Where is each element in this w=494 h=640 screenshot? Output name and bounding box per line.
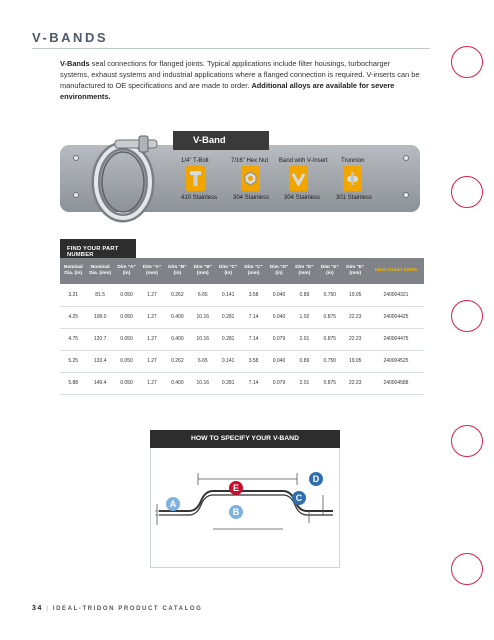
table-cell: 10.16 xyxy=(190,306,215,328)
punch-hole xyxy=(451,176,483,208)
table-header-row xyxy=(60,258,424,284)
column-header: Dim "C" (mm) xyxy=(241,258,266,284)
screw-icon xyxy=(403,192,409,198)
table-cell: 1.27 xyxy=(139,284,164,306)
table-cell: 3.58 xyxy=(241,284,266,306)
table-cell: 0.040 xyxy=(266,306,291,328)
table-cell: 10.16 xyxy=(190,372,215,394)
table-cell: 0.281 xyxy=(215,372,240,394)
table-row xyxy=(60,328,424,350)
part-number-cell: 240004525 xyxy=(368,350,424,372)
table-cell: 5.88 xyxy=(60,372,86,394)
punch-hole xyxy=(451,300,483,332)
v-band-clamp-icon xyxy=(87,134,165,224)
table-cell: 5.25 xyxy=(60,350,86,372)
punch-hole xyxy=(451,553,483,585)
table-cell: 0.875 xyxy=(317,372,342,394)
table-cell: 0.040 xyxy=(266,284,291,306)
table-cell: 1.27 xyxy=(139,328,164,350)
title-divider xyxy=(32,48,430,49)
intro-text: seal connections for flanged joints. Typical applications include filter housings, turbocharger systems, exhaust systems and industrial applications where a flanged connection is required. V-inserts can be manufactured to OE specifications and are made to order. xyxy=(60,59,420,90)
column-header: Dim "A" (mm) xyxy=(139,258,164,284)
table-cell: 7.14 xyxy=(241,328,266,350)
table-cell: 81.5 xyxy=(86,284,113,306)
spec-diagram-title: HOW TO SPECIFY YOUR V-BAND xyxy=(150,430,340,448)
table-cell: 7.14 xyxy=(241,306,266,328)
table-cell: 1.27 xyxy=(139,372,164,394)
intro-paragraph xyxy=(60,58,420,102)
footer-separator: | xyxy=(46,606,50,612)
table-cell: 22.23 xyxy=(343,372,368,394)
dimension-a-label: A xyxy=(166,497,180,511)
table-cell: 19.05 xyxy=(343,284,368,306)
table-cell: 0.875 xyxy=(317,306,342,328)
column-header: Dim "E" (in) xyxy=(317,258,342,284)
table-cell: 120.7 xyxy=(86,328,113,350)
table-cell: 6.65 xyxy=(190,350,215,372)
table-cell: 108.0 xyxy=(86,306,113,328)
table-cell: 22.23 xyxy=(343,328,368,350)
table-cell: 7.14 xyxy=(241,372,266,394)
column-header: Nominal Dia. (in) xyxy=(60,258,86,284)
screw-icon xyxy=(73,192,79,198)
column-header: Nominal Dia. (mm) xyxy=(86,258,113,284)
column-header: Dim "B" (in) xyxy=(165,258,190,284)
table-cell: 1.02 xyxy=(292,306,317,328)
table-cell: 0.141 xyxy=(215,350,240,372)
option-material-t-bolt: 410 Stainless xyxy=(181,195,218,201)
table-cell: 4.75 xyxy=(60,328,86,350)
table-cell: 3.21 xyxy=(60,284,86,306)
v-band-profile-diagram xyxy=(151,449,341,569)
option-name-trunnion: Trunnion xyxy=(341,158,365,164)
table-row xyxy=(60,350,424,372)
table-cell: 0.89 xyxy=(292,284,317,306)
dimension-c-label: C xyxy=(292,491,306,505)
page-footer xyxy=(32,605,202,612)
column-header: Dim "B" (mm) xyxy=(190,258,215,284)
find-part-number-tab: FIND YOUR PART NUMBER xyxy=(60,239,136,258)
table-cell: 0.262 xyxy=(165,284,190,306)
option-name-hex-nut: 7/16" Hex Nut xyxy=(231,158,269,164)
table-cell: 0.750 xyxy=(317,350,342,372)
table-cell: 133.4 xyxy=(86,350,113,372)
part-number-table xyxy=(60,258,424,395)
banner-title: V-Band xyxy=(173,131,269,150)
table-cell: 0.89 xyxy=(292,350,317,372)
table-cell: 0.050 xyxy=(114,350,139,372)
option-name-v-insert: Band with V-Insert xyxy=(279,158,328,164)
punch-hole xyxy=(451,46,483,78)
table-cell: 0.281 xyxy=(215,328,240,350)
table-cell: 0.400 xyxy=(165,328,190,350)
table-row xyxy=(60,306,424,328)
dimension-b-label: B xyxy=(229,505,243,519)
option-material-hex-nut: 304 Stainless xyxy=(233,195,270,201)
table-cell: 0.050 xyxy=(114,284,139,306)
table-cell: 0.750 xyxy=(317,284,342,306)
dimension-d-label: D xyxy=(309,472,323,486)
table-cell: 3.58 xyxy=(241,350,266,372)
trunnion-icon xyxy=(343,166,362,191)
table-cell: 149.4 xyxy=(86,372,113,394)
table-cell: 0.400 xyxy=(165,372,190,394)
part-number-cell: 240004475 xyxy=(368,328,424,350)
table-cell: 0.400 xyxy=(165,306,190,328)
screw-icon xyxy=(403,155,409,161)
dimension-e-label: E xyxy=(229,481,243,495)
table-cell: 0.040 xyxy=(266,350,291,372)
table-cell: 1.27 xyxy=(139,306,164,328)
page-title: V-BANDS xyxy=(32,30,109,45)
table-cell: 0.050 xyxy=(114,372,139,394)
intro-emphasis: Additional alloys are available for severe environments. xyxy=(60,81,395,101)
option-material-trunnion: 301 Stainless xyxy=(336,195,373,201)
table-cell: 6.65 xyxy=(190,284,215,306)
option-material-v-insert: 304 Stainless xyxy=(284,195,321,201)
table-cell: 1.27 xyxy=(139,350,164,372)
table-cell: 0.050 xyxy=(114,328,139,350)
table-cell: 2.01 xyxy=(292,328,317,350)
table-cell: 4.25 xyxy=(60,306,86,328)
page-number: 34 xyxy=(32,605,43,612)
table-row xyxy=(60,284,424,306)
part-number-cell: 240004425 xyxy=(368,306,424,328)
column-header-part-number: Ideal-Tridon 24000 xyxy=(368,258,424,284)
table-cell: 0.262 xyxy=(165,350,190,372)
option-name-t-bolt: 1/4" T-Bolt xyxy=(181,158,209,164)
column-header: Dim "C" (in) xyxy=(215,258,240,284)
table-cell: 0.079 xyxy=(266,372,291,394)
table-cell: 0.050 xyxy=(114,306,139,328)
punch-hole xyxy=(451,425,483,457)
table-cell: 0.281 xyxy=(215,306,240,328)
part-number-cell: 240004321 xyxy=(368,284,424,306)
column-header: Dim "A" (in) xyxy=(114,258,139,284)
t-bolt-icon xyxy=(186,166,205,191)
table-cell: 2.01 xyxy=(292,372,317,394)
hex-nut-icon xyxy=(241,166,260,191)
table-cell: 10.16 xyxy=(190,328,215,350)
column-header: Dim "E" (mm) xyxy=(343,258,368,284)
column-header: Dim "D" (in) xyxy=(266,258,291,284)
catalog-name: IDEAL-TRIDON PRODUCT CATALOG xyxy=(52,606,203,612)
table-cell: 0.079 xyxy=(266,328,291,350)
intro-lead: V-Bands xyxy=(60,59,90,68)
table-cell: 0.141 xyxy=(215,284,240,306)
column-header: Dim "D" (mm) xyxy=(292,258,317,284)
v-insert-icon xyxy=(289,166,308,191)
table-cell: 22.23 xyxy=(343,306,368,328)
table-cell: 19.05 xyxy=(343,350,368,372)
part-number-cell: 240004588 xyxy=(368,372,424,394)
screw-icon xyxy=(73,155,79,161)
table-row xyxy=(60,372,424,394)
table-cell: 0.875 xyxy=(317,328,342,350)
